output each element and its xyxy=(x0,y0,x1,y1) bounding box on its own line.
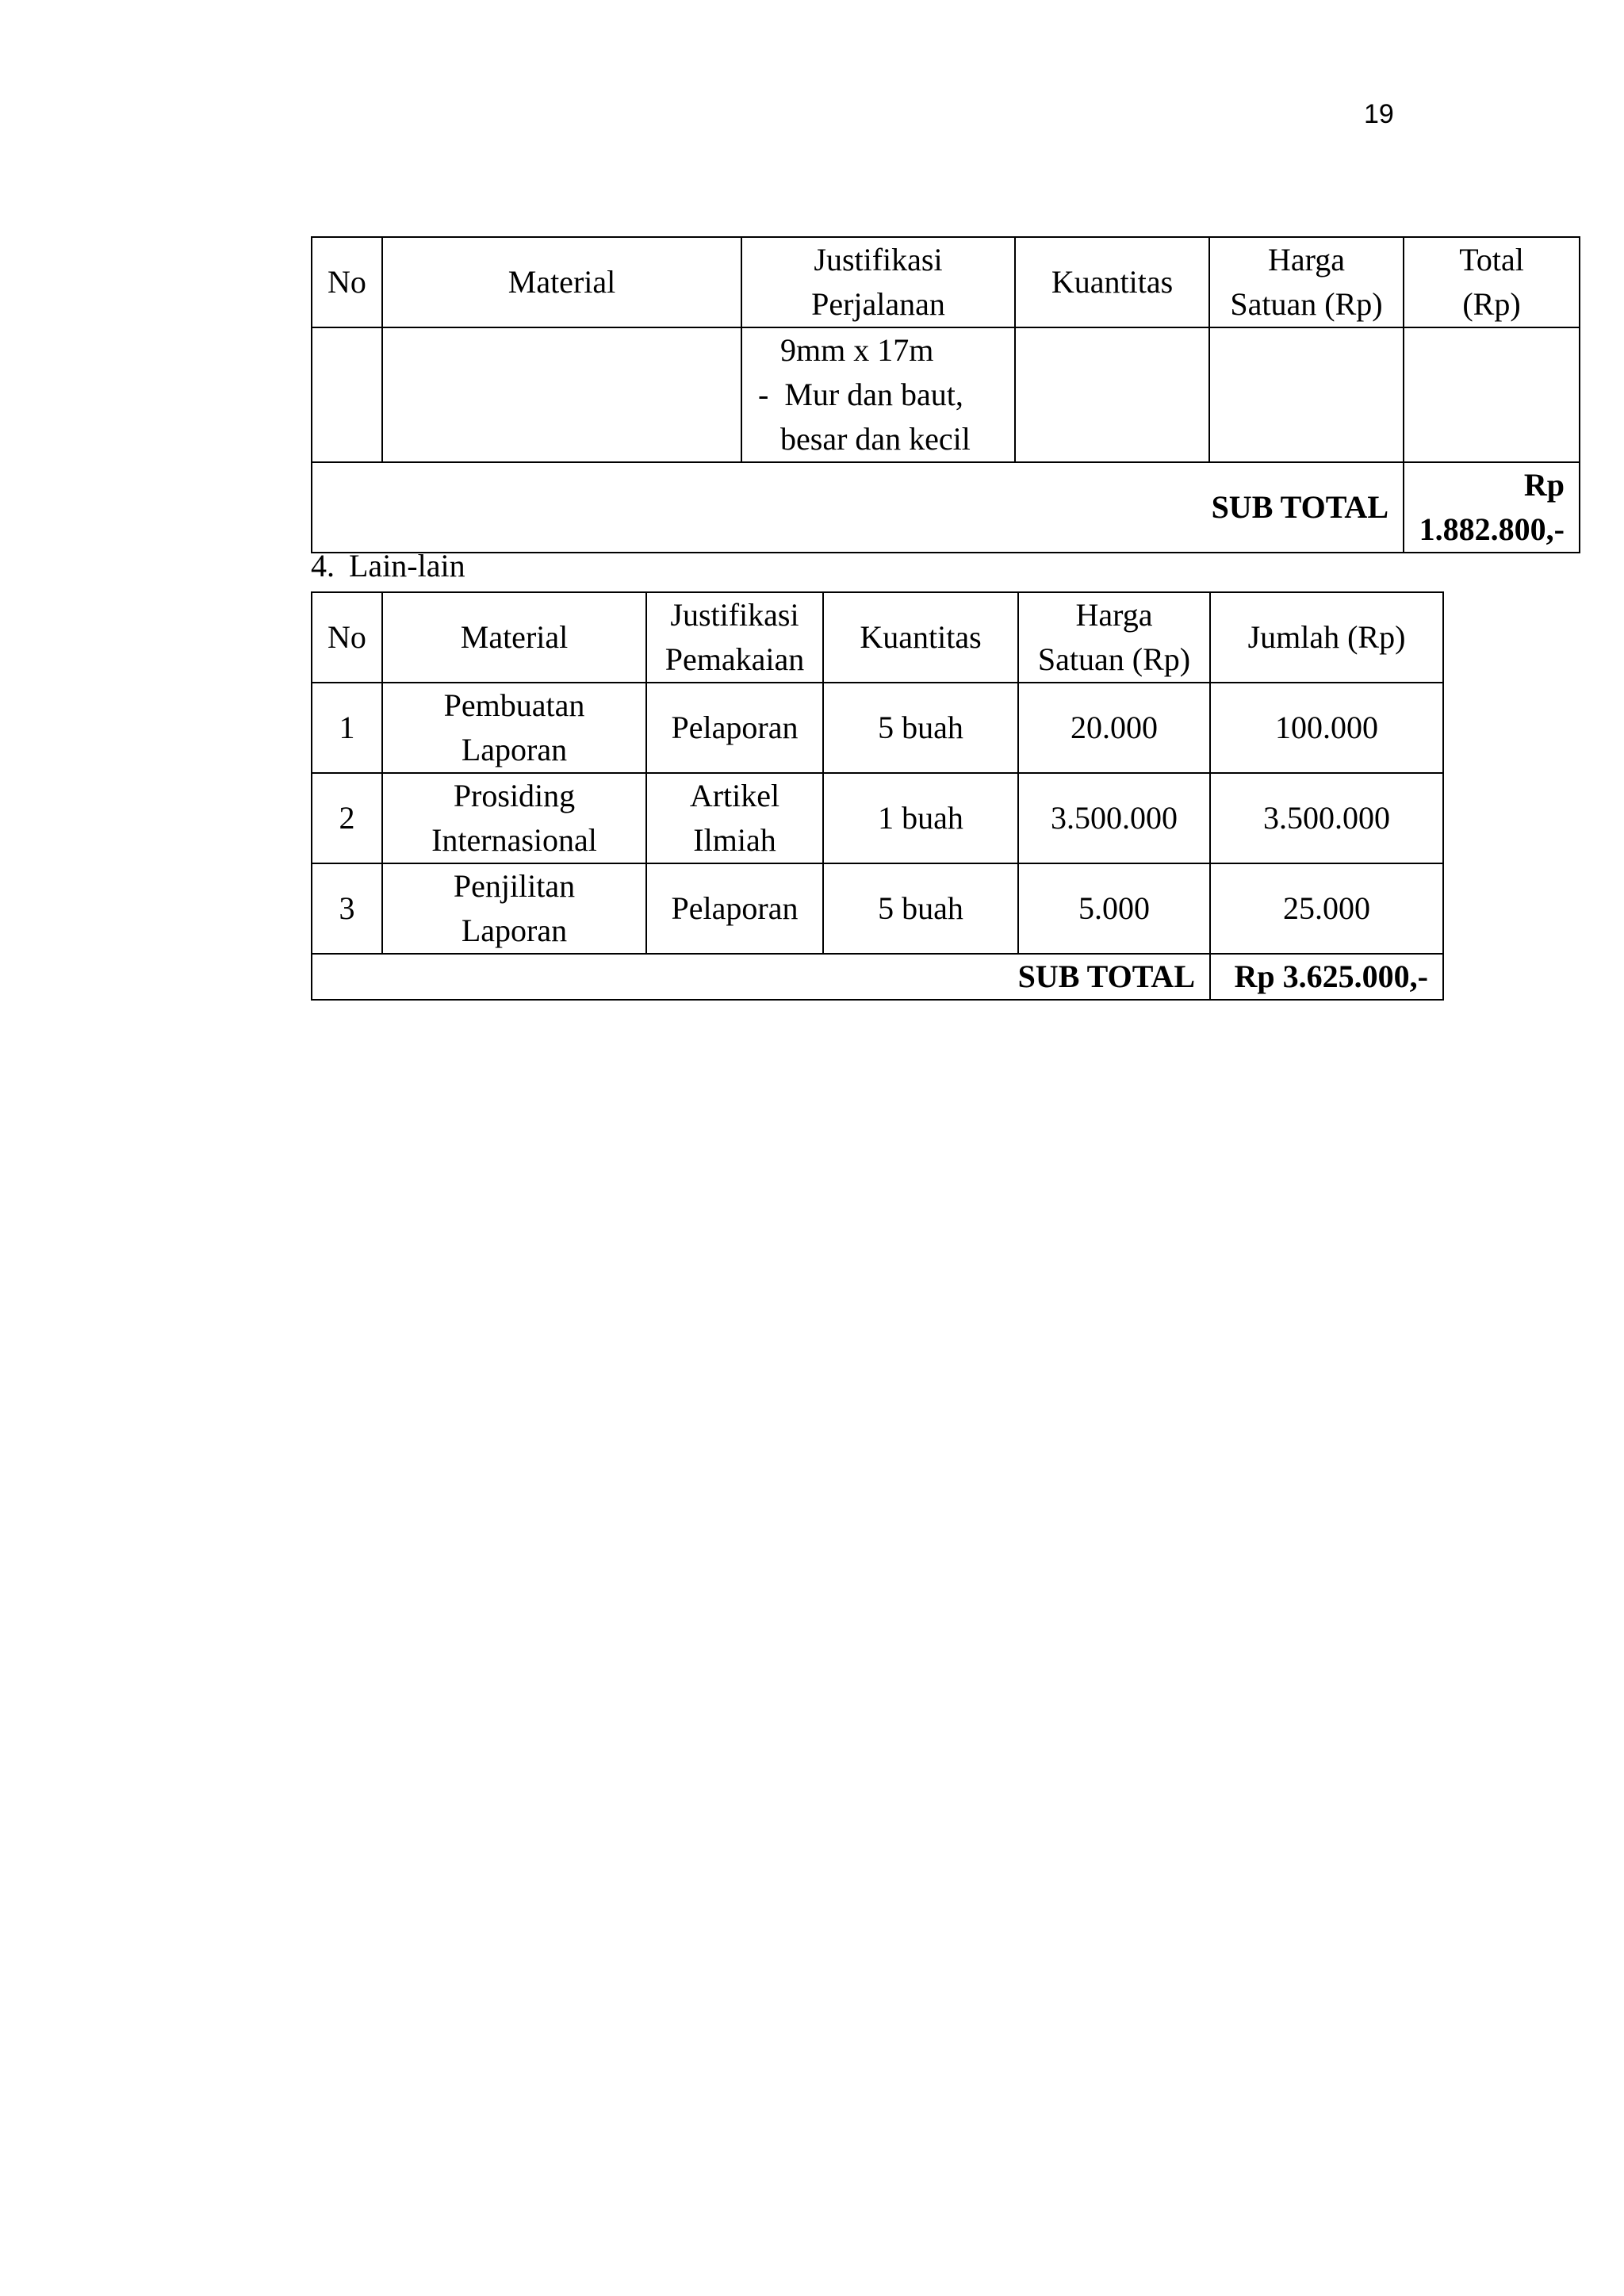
cell-kuantitas: 5 buah xyxy=(823,683,1018,773)
header-kuantitas: Kuantitas xyxy=(823,592,1018,683)
cell-harga: 20.000 xyxy=(1018,683,1210,773)
cell-kuantitas xyxy=(1015,327,1209,462)
header-harga-line2: Satuan (Rp) xyxy=(1230,286,1383,322)
justifikasi-line1: Pelaporan xyxy=(671,710,799,745)
table-row xyxy=(312,683,1443,773)
cell-justifikasi xyxy=(646,683,823,773)
header-justifikasi-line2: Pemakaian xyxy=(665,641,805,677)
material-line1: Prosiding xyxy=(453,778,576,813)
cell-jumlah: 100.000 xyxy=(1210,683,1443,773)
material-line2: Internasional xyxy=(431,822,597,858)
table-header-row xyxy=(312,592,1443,683)
cell-harga: 3.500.000 xyxy=(1018,773,1210,863)
header-harga xyxy=(1018,592,1210,683)
table-header-row xyxy=(312,237,1580,327)
cell-no: 2 xyxy=(312,773,382,863)
cell-no xyxy=(312,327,382,462)
material-line1: Pembuatan xyxy=(443,687,585,723)
cell-justifikasi xyxy=(646,863,823,954)
header-harga-line1: Harga xyxy=(1268,242,1345,277)
header-kuantitas: Kuantitas xyxy=(1015,237,1209,327)
header-harga xyxy=(1209,237,1404,327)
cell-total xyxy=(1404,327,1580,462)
table-row xyxy=(312,327,1580,462)
header-justifikasi-line2: Perjalanan xyxy=(811,286,945,322)
header-no: No xyxy=(312,237,382,327)
bullet-dash: - xyxy=(758,377,769,412)
section-heading xyxy=(311,544,465,588)
cell-kuantitas: 1 buah xyxy=(823,773,1018,863)
justifikasi-line1: Artikel xyxy=(689,778,780,813)
cell-material xyxy=(382,683,646,773)
subtotal-value: Rp 1.882.800,- xyxy=(1404,462,1580,553)
cell-jumlah: 3.500.000 xyxy=(1210,773,1443,863)
material-line2: Laporan xyxy=(461,732,568,767)
justifikasi-line1: Pelaporan xyxy=(671,890,799,926)
subtotal-row xyxy=(312,954,1443,1000)
header-harga-line2: Satuan (Rp) xyxy=(1037,641,1191,677)
justifikasi-text-line3: besar dan kecil xyxy=(780,421,971,457)
budget-table-continued xyxy=(311,236,1580,553)
section-title: Lain-lain xyxy=(349,548,465,584)
cell-jumlah: 25.000 xyxy=(1210,863,1443,954)
header-justifikasi-line1: Justifikasi xyxy=(670,597,799,633)
subtotal-label: SUB TOTAL xyxy=(312,462,1404,553)
lain-lain-table xyxy=(311,591,1444,1001)
cell-material xyxy=(382,327,741,462)
header-harga-line1: Harga xyxy=(1075,597,1153,633)
cell-kuantitas: 5 buah xyxy=(823,863,1018,954)
header-justifikasi xyxy=(741,237,1015,327)
header-justifikasi-line1: Justifikasi xyxy=(814,242,943,277)
cell-justifikasi xyxy=(646,773,823,863)
subtotal-label: SUB TOTAL xyxy=(312,954,1210,1000)
header-jumlah: Jumlah (Rp) xyxy=(1210,592,1443,683)
justifikasi-text-line2: Mur dan baut, xyxy=(784,377,963,412)
cell-no: 1 xyxy=(312,683,382,773)
page-number: 19 xyxy=(1364,99,1394,129)
table-row xyxy=(312,773,1443,863)
header-justifikasi xyxy=(646,592,823,683)
justifikasi-line2: Ilmiah xyxy=(693,822,776,858)
material-line1: Penjilitan xyxy=(453,868,576,904)
section-number: 4. xyxy=(311,548,335,584)
header-no: No xyxy=(312,592,382,683)
cell-material xyxy=(382,773,646,863)
justifikasi-text-line1: 9mm x 17m xyxy=(780,332,934,368)
header-total-line1: Total xyxy=(1459,242,1524,277)
header-total xyxy=(1404,237,1580,327)
subtotal-row xyxy=(312,462,1580,553)
cell-justifikasi xyxy=(741,327,1015,462)
table-row xyxy=(312,863,1443,954)
header-material: Material xyxy=(382,237,741,327)
cell-harga xyxy=(1209,327,1404,462)
cell-harga: 5.000 xyxy=(1018,863,1210,954)
material-line2: Laporan xyxy=(461,913,568,948)
cell-material xyxy=(382,863,646,954)
subtotal-value: Rp 3.625.000,- xyxy=(1210,954,1443,1000)
justifikasi-bullet-item xyxy=(758,373,1008,417)
cell-no: 3 xyxy=(312,863,382,954)
header-material: Material xyxy=(382,592,646,683)
header-total-line2: (Rp) xyxy=(1462,286,1521,322)
